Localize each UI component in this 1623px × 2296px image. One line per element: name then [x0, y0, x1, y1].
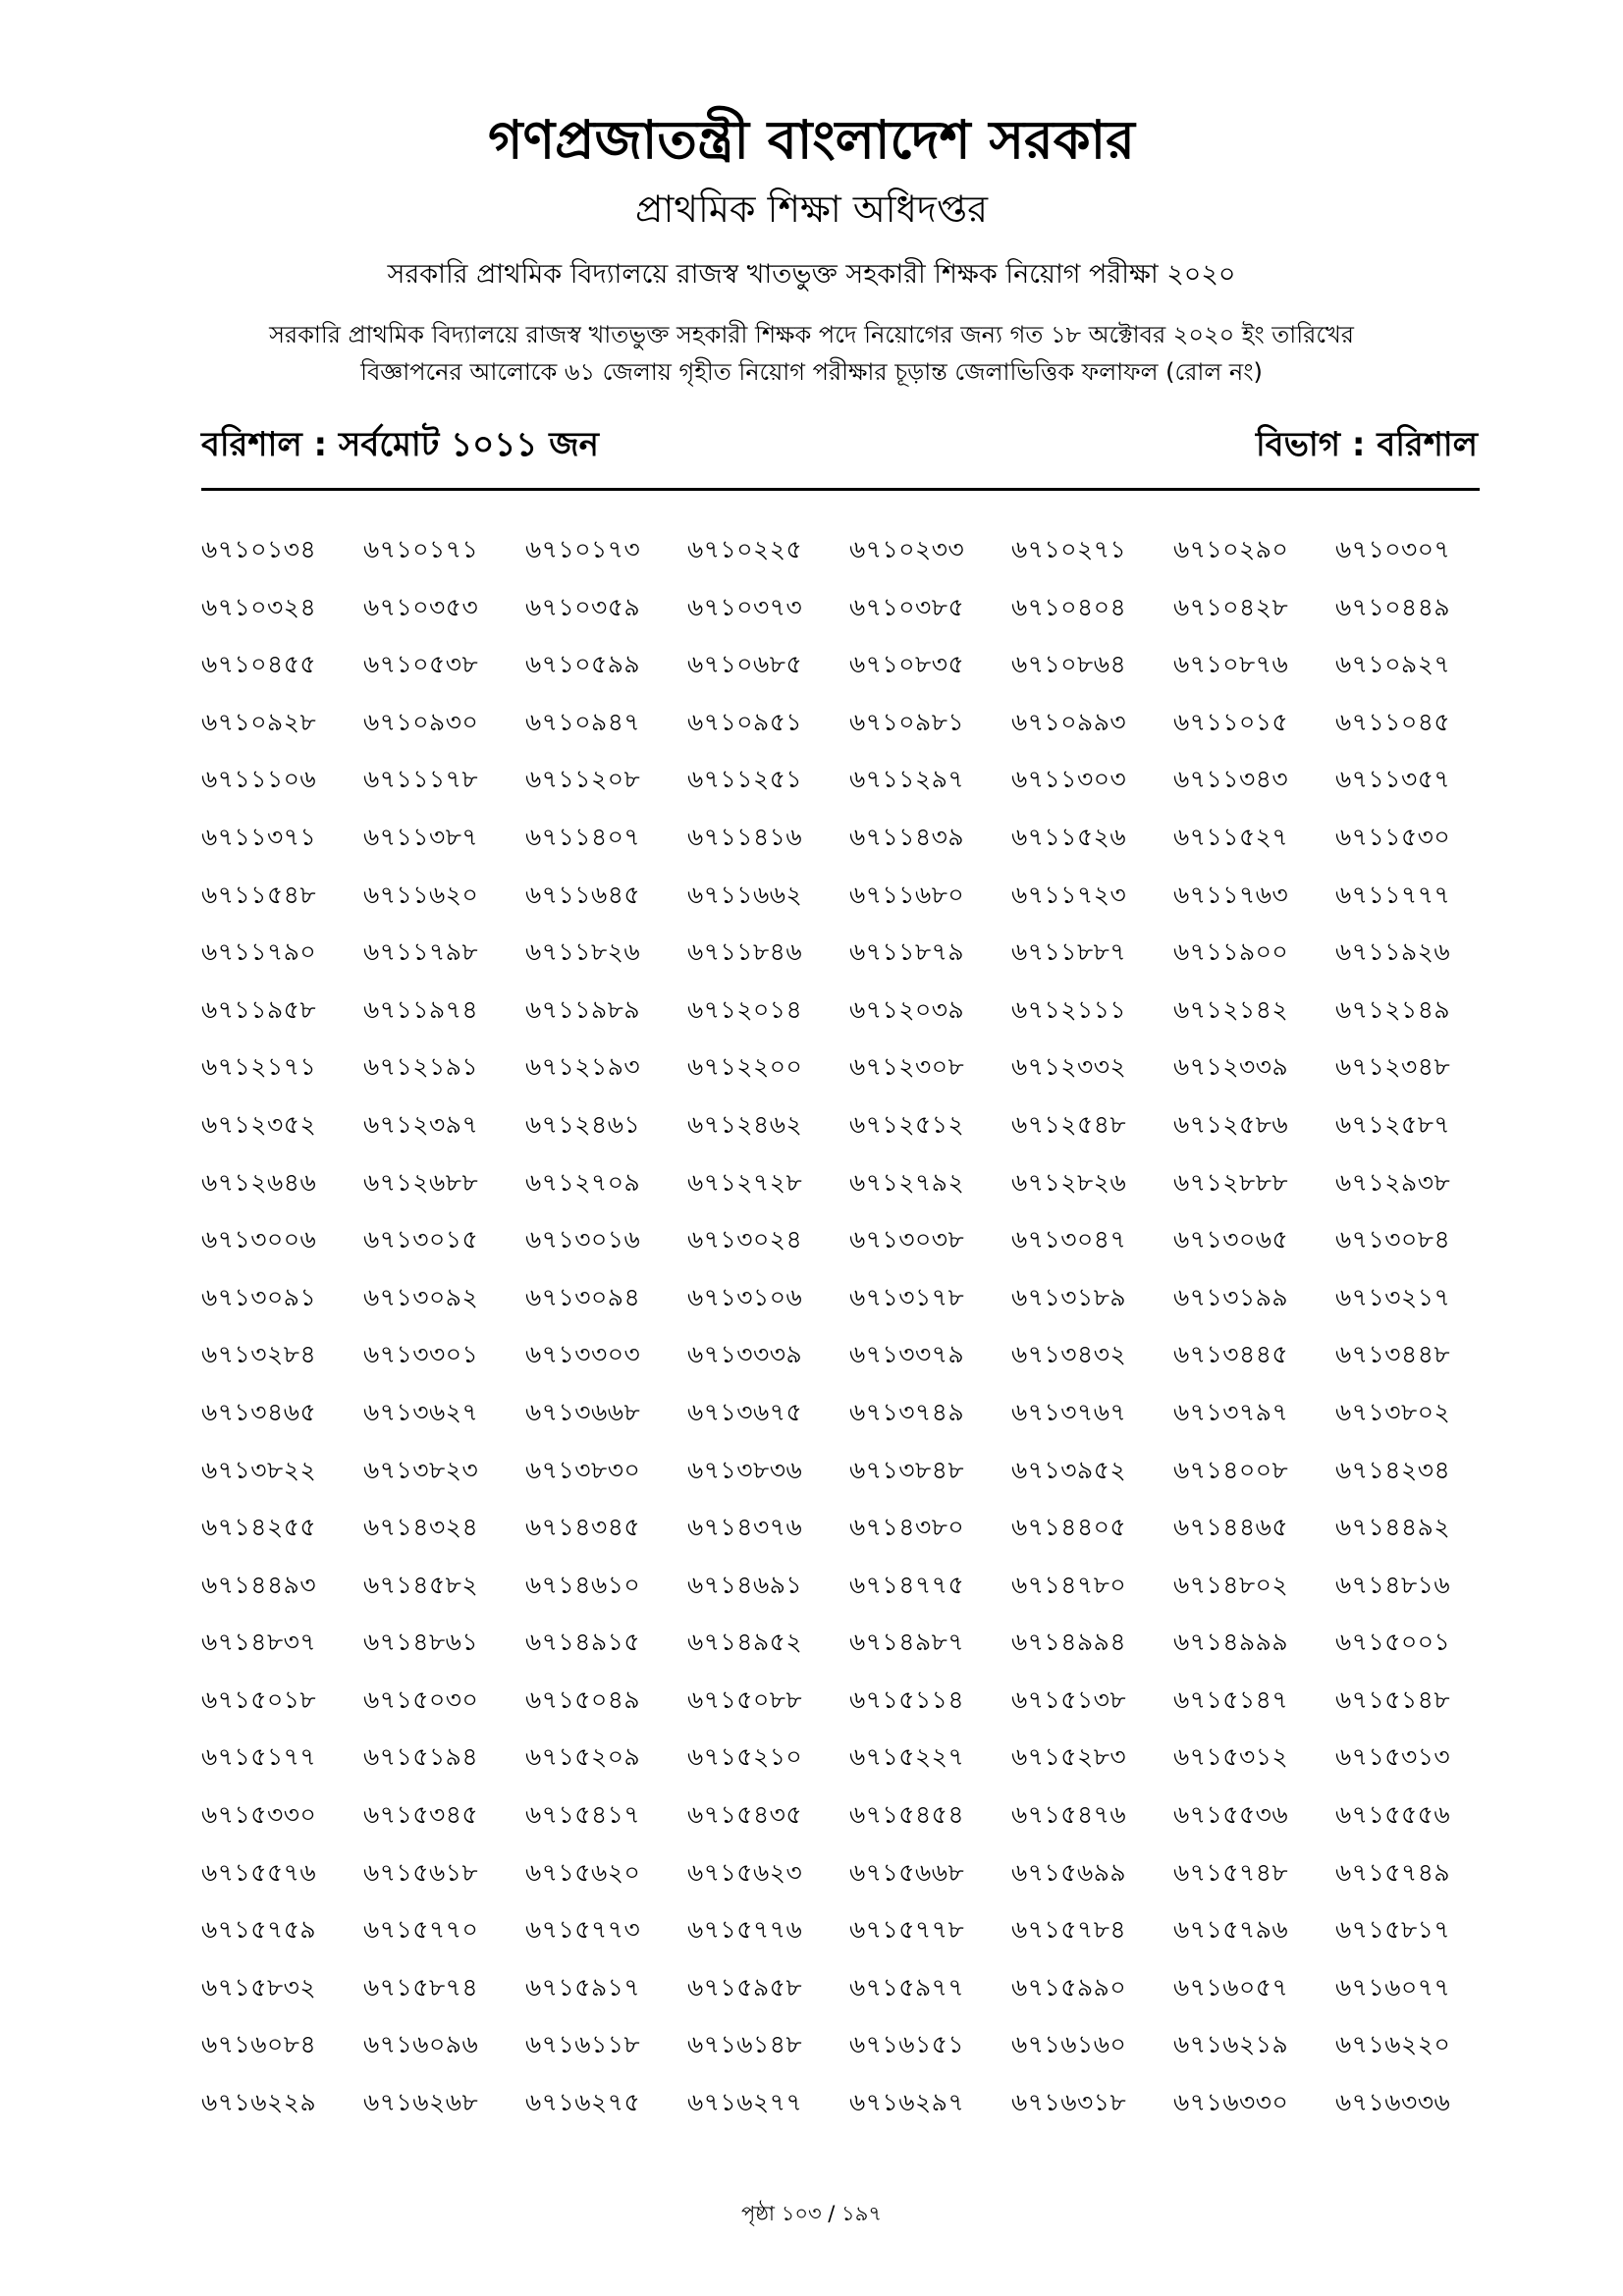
- roll-number: ৬৭১৩৮২২: [201, 1455, 317, 1484]
- roll-number: ৬৭১৪৪০৫: [1011, 1513, 1127, 1542]
- roll-number: ৬৭১৩৯৫২: [1011, 1455, 1127, 1484]
- roll-number: ৬৭১০৪০৪: [1011, 592, 1127, 621]
- roll-number: ৬৭১৫৪৭৬: [1011, 1800, 1127, 1830]
- roll-number: ৬৭১৫৩৪৫: [363, 1800, 479, 1830]
- roll-number: ৬৭১০২৭১: [1011, 535, 1127, 563]
- roll-number: ৬৭১২৭৯২: [849, 1167, 965, 1197]
- roll-number: ৬৭১৪৮১৬: [1335, 1570, 1451, 1599]
- roll-number: ৬৭১১৫২৭: [1173, 822, 1289, 851]
- roll-number: ৬৭১০২৯০: [1173, 535, 1289, 563]
- roll-number: ৬৭১৩৮৪৮: [849, 1455, 965, 1484]
- roll-number: ৬৭১০৮৩৫: [849, 650, 965, 679]
- roll-number: ৬৭১২৪৬২: [687, 1109, 803, 1139]
- roll-number: ৬৭১১৩৭১: [201, 822, 317, 851]
- roll-number: ৬৭১৫১৪৭: [1173, 1684, 1289, 1714]
- roll-number: ৬৭১০৪৫৫: [201, 650, 317, 679]
- roll-number: ৬৭১৩০৯২: [363, 1282, 479, 1311]
- roll-number: ৬৭১০৬৮৫: [687, 650, 803, 679]
- roll-number: ৬৭১১৪০৭: [525, 822, 641, 851]
- notice-line-1: সরকারি প্রাথমিক বিদ্যালয়ে রাজস্ব খাতভুক্ত সহকারী শিক্ষক পদে নিয়োগের জন্য গত ১৮ অক্টোবর ২০২০ ইং তারিখের: [269, 321, 1354, 348]
- district-total: বরিশাল : সর্বমোট ১০১১ জন: [201, 425, 599, 464]
- roll-number: ৬৭১১৬৪৫: [525, 880, 641, 909]
- roll-number: ৬৭১২১৯১: [363, 1052, 479, 1082]
- roll-number: ৬৭১৬২৭৭: [687, 2088, 803, 2117]
- roll-number: ৬৭১৩০২৪: [687, 1225, 803, 1255]
- roll-number: ৬৭১৬৩৩০: [1173, 2088, 1289, 2117]
- roll-number: ৬৭১৩৪৩২: [1011, 1340, 1127, 1369]
- roll-number: ৬৭১২৩৯৭: [363, 1109, 479, 1139]
- roll-number: ৬৭১৩৩৩৯: [687, 1340, 803, 1369]
- roll-number: ৬৭১৪৮৩৭: [201, 1628, 317, 1657]
- roll-number: ৬৭১৪৮৬১: [363, 1628, 479, 1657]
- roll-number: ৬৭১৫৭৭৬: [687, 1915, 803, 1945]
- roll-number: ৬৭১৩৩০১: [363, 1340, 479, 1369]
- roll-number: ৬৭১৪৩৪৫: [525, 1513, 641, 1542]
- roll-number: ৬৭১০৯৮১: [849, 707, 965, 736]
- roll-number: ৬৭১১৯২৬: [1335, 937, 1451, 967]
- roll-number: ৬৭১৬১৬০: [1011, 2030, 1127, 2059]
- roll-number: ৬৭১৩০১৫: [363, 1225, 479, 1255]
- roll-number: ৬৭১০৩০৭: [1335, 535, 1451, 563]
- roll-number: ৬৭১৪৯৮৭: [849, 1628, 965, 1657]
- roll-number: ৬৭১০৫৯৯: [525, 650, 641, 679]
- roll-number: ৬৭১১৬২০: [363, 880, 479, 909]
- roll-number: ৬৭১৫৪১৭: [525, 1800, 641, 1830]
- page-title: গণপ্রজাতন্ত্রী বাংলাদেশ সরকার: [488, 109, 1135, 171]
- roll-number: ৬৭১৩৭৯৭: [1173, 1397, 1289, 1426]
- roll-number: ৬৭১৪৪৬৫: [1173, 1513, 1289, 1542]
- roll-number: ৬৭১৫৩৩০: [201, 1800, 317, 1830]
- roll-number: ৬৭১৩৬২৭: [363, 1397, 479, 1426]
- roll-number: ৬৭১০১৩৪: [201, 535, 317, 563]
- directorate-title: প্রাথমিক শিক্ষা অধিদপ্তর: [634, 187, 989, 231]
- roll-number: ৬৭১৪৭৮০: [1011, 1570, 1127, 1599]
- roll-number: ৬৭১৩০৬৫: [1173, 1225, 1289, 1255]
- roll-number: ৬৭১৩৪৪৫: [1173, 1340, 1289, 1369]
- roll-number: ৬৭১৫০০১: [1335, 1628, 1451, 1657]
- roll-number: ৬৭১৩৬৬৮: [525, 1397, 641, 1426]
- roll-number: ৬৭১৫৭৭০: [363, 1915, 479, 1945]
- roll-number: ৬৭১২৮২৬: [1011, 1167, 1127, 1197]
- roll-number: ৬৭১২১৭১: [201, 1052, 317, 1082]
- roll-number: ৬৭১১৭৯০: [201, 937, 317, 967]
- roll-number: ৬৭১৫৯৯০: [1011, 1972, 1127, 2002]
- roll-number: ৬৭১৩৪৪৮: [1335, 1340, 1451, 1369]
- roll-number: ৬৭১০১৭৩: [525, 535, 641, 563]
- roll-number: ৬৭১১৬৬২: [687, 880, 803, 909]
- roll-number: ৬৭১৫৭৭৮: [849, 1915, 965, 1945]
- roll-number: ৬৭১৪৭৭৫: [849, 1570, 965, 1599]
- roll-number: ৬৭১৩০০৬: [201, 1225, 317, 1255]
- roll-number: ৬৭১১৯৮৯: [525, 994, 641, 1024]
- roll-number: ৬৭১৪৩৮০: [849, 1513, 965, 1542]
- roll-number: ৬৭১২১৪৯: [1335, 994, 1451, 1024]
- roll-number: ৬৭১৫৫৩৬: [1173, 1800, 1289, 1830]
- roll-number: ৬৭১৩০৯৪: [525, 1282, 641, 1311]
- roll-number: ৬৭১৩১৭৮: [849, 1282, 965, 1311]
- roll-number: ৬৭১৫৭৫৯: [201, 1915, 317, 1945]
- roll-number: ৬৭১৬২৯৭: [849, 2088, 965, 2117]
- roll-number: ৬৭১১৩৮৭: [363, 822, 479, 851]
- roll-number: ৬৭১৬২২৯: [201, 2088, 317, 2117]
- roll-number: ৬৭১৫৮১৭: [1335, 1915, 1451, 1945]
- roll-number: ৬৭১৫২০৯: [525, 1742, 641, 1772]
- roll-number: ৬৭১০৯৯৩: [1011, 707, 1127, 736]
- roll-number: ৬৭১২৩৩২: [1011, 1052, 1127, 1082]
- exam-title: সরকারি প্রাথমিক বিদ্যালয়ে রাজস্ব খাতভুক্ত সহকারী শিক্ষক নিয়োগ পরীক্ষা ২০২০: [387, 259, 1236, 290]
- roll-number: ৬৭১২৬৪৬: [201, 1167, 317, 1197]
- roll-number: ৬৭১৫৬২৩: [687, 1857, 803, 1887]
- roll-number: ৬৭১২৭২৮: [687, 1167, 803, 1197]
- roll-number: ৬৭১৪৮০২: [1173, 1570, 1289, 1599]
- roll-number: ৬৭১৫০৩০: [363, 1684, 479, 1714]
- roll-number: ৬৭১৫৯৫৮: [687, 1972, 803, 2002]
- roll-number: ৬৭১৪০০৮: [1173, 1455, 1289, 1484]
- roll-number: ৬৭১৪৩৭৬: [687, 1513, 803, 1542]
- roll-number: ৬৭১১৪১৬: [687, 822, 803, 851]
- roll-number: ৬৭১২৪৬১: [525, 1109, 641, 1139]
- roll-number: ৬৭১৫০১৮: [201, 1684, 317, 1714]
- roll-number: ৬৭১৪৬৯১: [687, 1570, 803, 1599]
- roll-number: ৬৭১৩০৯১: [201, 1282, 317, 1311]
- page-number: পৃষ্ঠা ১০৩ / ১৯৭: [741, 2202, 882, 2225]
- roll-number: ৬৭১৬৩৩৬: [1335, 2088, 1451, 2117]
- roll-number: ৬৭১৫৭৪৮: [1173, 1857, 1289, 1887]
- roll-number: ৬৭১১১০৬: [201, 765, 317, 794]
- roll-number: ৬৭১২৯৩৮: [1335, 1167, 1451, 1197]
- roll-number: ৬৭১৩২১৭: [1335, 1282, 1451, 1311]
- roll-number: ৬৭১২৩৩৯: [1173, 1052, 1289, 1082]
- roll-number: ৬৭১০৯৩০: [363, 707, 479, 736]
- roll-number: ৬৭১৩৮৩০: [525, 1455, 641, 1484]
- roll-number: ৬৭১২৭০৯: [525, 1167, 641, 1197]
- roll-number: ৬৭১২০১৪: [687, 994, 803, 1024]
- roll-number: ৬৭১১৯৭৪: [363, 994, 479, 1024]
- roll-number: ৬৭১৩৮২৩: [363, 1455, 479, 1484]
- roll-number: ৬৭১২১৪২: [1173, 994, 1289, 1024]
- roll-number: ৬৭১১০৪৫: [1335, 707, 1451, 736]
- roll-number: ৬৭১২৫৪৮: [1011, 1109, 1127, 1139]
- roll-number: ৬৭১৩০৮৪: [1335, 1225, 1451, 1255]
- roll-number: ৬৭১২৫৮৭: [1335, 1109, 1451, 1139]
- roll-number: ৬৭১৪৪৯২: [1335, 1513, 1451, 1542]
- roll-number: ৬৭১০৯৫১: [687, 707, 803, 736]
- roll-number: ৬৭১৬১৪৮: [687, 2030, 803, 2059]
- roll-number: ৬৭১৫৮৭৪: [363, 1972, 479, 2002]
- roll-number: ৬৭১৬০৯৬: [363, 2030, 479, 2059]
- roll-number: ৬৭১২১১১: [1011, 994, 1127, 1024]
- roll-number: ৬৭১৬০৫৭: [1173, 1972, 1289, 2002]
- roll-number: ৬৭১২৩০৮: [849, 1052, 965, 1082]
- roll-number: ৬৭১৪২৫৫: [201, 1513, 317, 1542]
- roll-number: ৬৭১৫২২৭: [849, 1742, 965, 1772]
- roll-number: ৬৭১৪৩২৪: [363, 1513, 479, 1542]
- roll-number: ৬৭১৫৫৫৬: [1335, 1800, 1451, 1830]
- roll-number: ৬৭১০৯৪৭: [525, 707, 641, 736]
- roll-number: ৬৭১৫৯১৭: [525, 1972, 641, 2002]
- roll-number: ৬৭১২১৯৩: [525, 1052, 641, 1082]
- roll-number: ৬৭১১৬৮০: [849, 880, 965, 909]
- roll-number: ৬৭১২৫৮৬: [1173, 1109, 1289, 1139]
- roll-number: ৬৭১০৩৮৫: [849, 592, 965, 621]
- roll-number: ৬৭১৫৬৯৯: [1011, 1857, 1127, 1887]
- roll-number: ৬৭১১৩০৩: [1011, 765, 1127, 794]
- roll-number: ৬৭১৩৭৬৭: [1011, 1397, 1127, 1426]
- roll-number: ৬৭১০৩৫৩: [363, 592, 479, 621]
- roll-number: ৬৭১৩০৩৮: [849, 1225, 965, 1255]
- roll-number: ৬৭১৫০৮৮: [687, 1684, 803, 1714]
- roll-number: ৬৭১৩৩৭৯: [849, 1340, 965, 1369]
- roll-number: ৬৭১৫৩১২: [1173, 1742, 1289, 1772]
- roll-number: ৬৭১৫২১০: [687, 1742, 803, 1772]
- roll-number: ৬৭১০২২৫: [687, 535, 803, 563]
- roll-number: ৬৭১৫৪৩৫: [687, 1800, 803, 1830]
- roll-number: ৬৭১৩৩০৩: [525, 1340, 641, 1369]
- roll-number: ৬৭১৫৬১৮: [363, 1857, 479, 1887]
- roll-number: ৬৭১১২০৮: [525, 765, 641, 794]
- roll-number: ৬৭১২৩৪৮: [1335, 1052, 1451, 1082]
- roll-number-grid: [201, 530, 1497, 2141]
- roll-number: ৬৭১১৫২৬: [1011, 822, 1127, 851]
- roll-number: ৬৭১৫৭৮৪: [1011, 1915, 1127, 1945]
- roll-number: ৬৭১৬০৮৪: [201, 2030, 317, 2059]
- roll-number: ৬৭১৫৭৭৩: [525, 1915, 641, 1945]
- roll-number: ৬৭১৪৯১৫: [525, 1628, 641, 1657]
- roll-number: ৬৭১১৯০০: [1173, 937, 1289, 967]
- roll-number: ৬৭১৩০১৬: [525, 1225, 641, 1255]
- roll-number: ৬৭১০৮৭৬: [1173, 650, 1289, 679]
- roll-number: ৬৭১১০১৫: [1173, 707, 1289, 736]
- roll-number: ৬৭১৫৫৭৬: [201, 1857, 317, 1887]
- roll-number: ৬৭১১৭৬৩: [1173, 880, 1289, 909]
- roll-number: ৬৭১৬১৫১: [849, 2030, 965, 2059]
- roll-number: ৬৭১৫১৭৭: [201, 1742, 317, 1772]
- roll-number: ৬৭১২৫১২: [849, 1109, 965, 1139]
- roll-number: ৬৭১৩২৮৪: [201, 1340, 317, 1369]
- roll-number: ৬৭১৫৬৬৮: [849, 1857, 965, 1887]
- roll-number: ৬৭১১২৫১: [687, 765, 803, 794]
- roll-number: ৬৭১০২৩৩: [849, 535, 965, 563]
- roll-number: ৬৭১৬২১৯: [1173, 2030, 1289, 2059]
- roll-number: ৬৭১৫০৪৯: [525, 1684, 641, 1714]
- roll-number: ৬৭১১৮২৬: [525, 937, 641, 967]
- roll-number: ৬৭১২৩৫২: [201, 1109, 317, 1139]
- division-label: বিভাগ : বরিশাল: [1255, 425, 1478, 464]
- roll-number: ৬৭১৩১৯৯: [1173, 1282, 1289, 1311]
- roll-number: ৬৭১৫১৪৮: [1335, 1684, 1451, 1714]
- roll-number: ৬৭১৫১৩৮: [1011, 1684, 1127, 1714]
- roll-number: ৬৭১৩১০৬: [687, 1282, 803, 1311]
- roll-number: ৬৭১০৯২৭: [1335, 650, 1451, 679]
- roll-number: ৬৭১৫৩১৩: [1335, 1742, 1451, 1772]
- notice-text: [0, 316, 1623, 391]
- roll-number: ৬৭১৪৯৯৪: [1011, 1628, 1127, 1657]
- roll-number: ৬৭১০৫৩৮: [363, 650, 479, 679]
- roll-number: ৬৭১৬২২০: [1335, 2030, 1451, 2059]
- roll-number: ৬৭১৫৭৯৬: [1173, 1915, 1289, 1945]
- roll-number: ৬৭১১২৯৭: [849, 765, 965, 794]
- roll-number: ৬৭১১৩৪৩: [1173, 765, 1289, 794]
- roll-number: ৬৭১০৪৪৯: [1335, 592, 1451, 621]
- roll-number: ৬৭১০৮৬৪: [1011, 650, 1127, 679]
- roll-number: ৬৭১০৪২৮: [1173, 592, 1289, 621]
- roll-number: ৬৭১১৫৩০: [1335, 822, 1451, 851]
- roll-number: ৬৭১৪৪৯৩: [201, 1570, 317, 1599]
- roll-number: ৬৭১০৩২৪: [201, 592, 317, 621]
- roll-number: ৬৭১১৮৭৯: [849, 937, 965, 967]
- roll-number: ৬৭১১৭৯৮: [363, 937, 479, 967]
- roll-number: ৬৭১১১৭৮: [363, 765, 479, 794]
- roll-number: ৬৭১১৭২৩: [1011, 880, 1127, 909]
- roll-number: ৬৭১৩৭৪৯: [849, 1397, 965, 1426]
- roll-number: ৬৭১৫৯৭৭: [849, 1972, 965, 2002]
- roll-number: ৬৭১২৮৮৮: [1173, 1167, 1289, 1197]
- roll-number: ৬৭১২৬৮৮: [363, 1167, 479, 1197]
- roll-number: ৬৭১৪৫৮২: [363, 1570, 479, 1599]
- roll-number: ৬৭১৬০৭৭: [1335, 1972, 1451, 2002]
- roll-number: ৬৭১৫২৮৩: [1011, 1742, 1127, 1772]
- roll-number: ৬৭১৩১৮৯: [1011, 1282, 1127, 1311]
- roll-number: ৬৭১২০৩৯: [849, 994, 965, 1024]
- roll-number: ৬৭১৩৬৭৫: [687, 1397, 803, 1426]
- roll-number: ৬৭১৫৮৩২: [201, 1972, 317, 2002]
- roll-number: ৬৭১৫৭৪৯: [1335, 1857, 1451, 1887]
- roll-number: ৬৭১০১৭১: [363, 535, 479, 563]
- roll-number: ৬৭১৪৯৯৯: [1173, 1628, 1289, 1657]
- roll-number: ৬৭১১৮৮৭: [1011, 937, 1127, 967]
- roll-number: ৬৭১১৯৫৮: [201, 994, 317, 1024]
- roll-number: ৬৭১১৫৪৮: [201, 880, 317, 909]
- roll-number: ৬৭১০৯২৮: [201, 707, 317, 736]
- roll-number: ৬৭১৪৯৫২: [687, 1628, 803, 1657]
- roll-number: ৬৭১০৩৫৯: [525, 592, 641, 621]
- roll-number: ৬৭১২২০০: [687, 1052, 803, 1082]
- roll-number: ৬৭১৫১১৪: [849, 1684, 965, 1714]
- roll-number: ৬৭১১৩৫৭: [1335, 765, 1451, 794]
- roll-number: ৬৭১১৪৩৯: [849, 822, 965, 851]
- roll-number: ৬৭১৪২৩৪: [1335, 1455, 1451, 1484]
- roll-number: ৬৭১৩৪৬৫: [201, 1397, 317, 1426]
- notice-line-2: বিজ্ঞাপনের আলোকে ৬১ জেলায় গৃহীত নিয়োগ পরীক্ষার চূড়ান্ত জেলাভিত্তিক ফলাফল (রোল নং): [360, 358, 1263, 386]
- roll-number: ৬৭১৬১১৮: [525, 2030, 641, 2059]
- roll-number: ৬৭১১৭৭৭: [1335, 880, 1451, 909]
- roll-number: ৬৭১৪৬১০: [525, 1570, 641, 1599]
- roll-number: ৬৭১০৩৭৩: [687, 592, 803, 621]
- roll-number: ৬৭১৩৮০২: [1335, 1397, 1451, 1426]
- header-divider: [201, 488, 1480, 491]
- roll-number: ৬৭১৩০৪৭: [1011, 1225, 1127, 1255]
- roll-number: ৬৭১৫৬২০: [525, 1857, 641, 1887]
- roll-number: ৬৭১৬২৬৮: [363, 2088, 479, 2117]
- roll-number: ৬৭১৬৩১৮: [1011, 2088, 1127, 2117]
- roll-number: ৬৭১৫১৯৪: [363, 1742, 479, 1772]
- roll-number: ৬৭১৫৪৫৪: [849, 1800, 965, 1830]
- roll-number: ৬৭১১৮৪৬: [687, 937, 803, 967]
- roll-number: ৬৭১৩৮৩৬: [687, 1455, 803, 1484]
- roll-number: ৬৭১৬২৭৫: [525, 2088, 641, 2117]
